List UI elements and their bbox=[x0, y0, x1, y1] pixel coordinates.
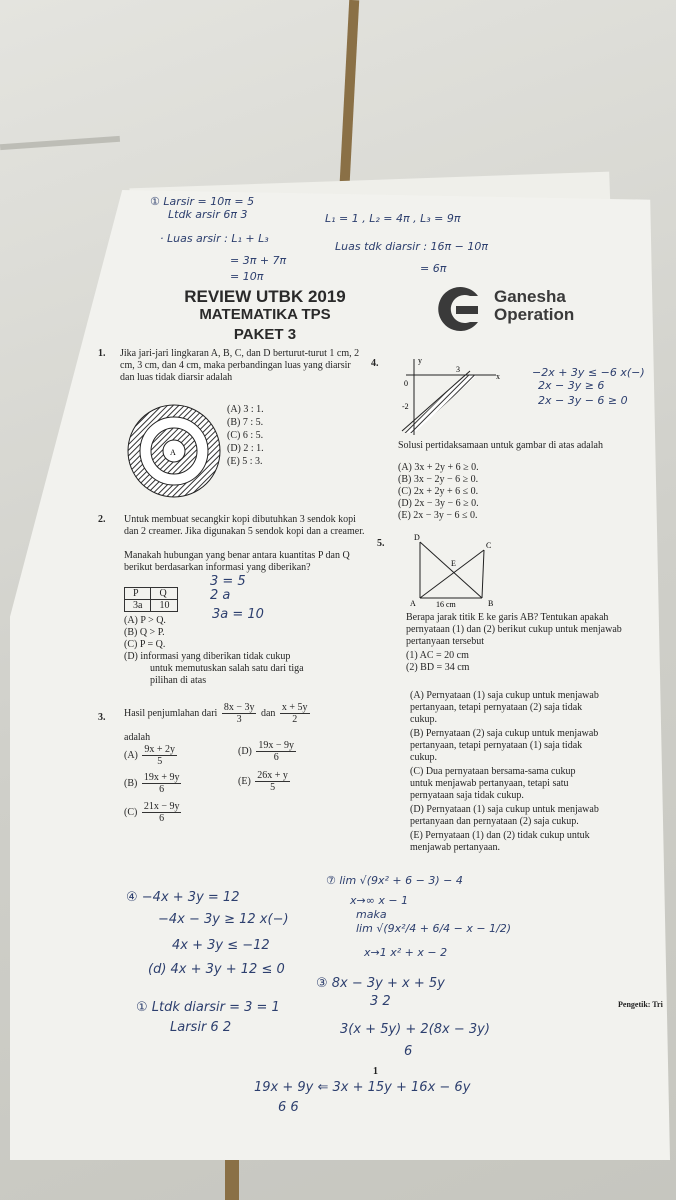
answer-option: (E) Pernyataan (1) dan (2) tidak cukup untuk bbox=[410, 830, 590, 841]
length-label: 16 cm bbox=[436, 600, 456, 609]
fraction-denominator: 5 bbox=[270, 782, 276, 793]
handwriting-note: · Luas arsir : L₁ + L₃ bbox=[160, 232, 269, 245]
answer-option: (D) Pernyataan (1) saja cukup untuk menjawab bbox=[410, 804, 599, 815]
question-text: Solusi pertidaksamaan untuk gambar di atas adalah bbox=[398, 440, 603, 451]
handwriting-note: 3 2 bbox=[370, 994, 391, 1009]
answer-option: pernyataan saja tidak cukup. bbox=[410, 790, 524, 801]
table-cell: 3a bbox=[125, 600, 151, 612]
answer-option: (C) Dua pernyataan bersama-sama cukup bbox=[410, 766, 576, 777]
answer-option bbox=[124, 744, 179, 767]
answer-option: (C) 6 : 5. bbox=[227, 430, 264, 441]
question-text: Manakah hubungan yang benar antara kuantitas P dan Q berikut berdasarkan informasi yang diberikan? bbox=[124, 550, 350, 573]
vertex-label: D bbox=[414, 533, 420, 542]
option-letter: (D) bbox=[238, 745, 252, 757]
concentric-circles-figure bbox=[124, 403, 224, 499]
handwriting-note: 2x − 3y ≥ 6 bbox=[538, 379, 605, 392]
question-text: Untuk membuat secangkir kopi dibutuhkan 3 sendok kopi dan 2 creamer. Jika digunakan 5 sendok kopi dan a creamer. bbox=[124, 514, 365, 537]
question-line bbox=[124, 702, 312, 725]
answer-option: untuk menjawab pertanyaan, tetapi satu bbox=[410, 778, 569, 789]
fraction-denominator: 6 bbox=[273, 752, 279, 763]
question-text: adalah bbox=[124, 732, 151, 743]
handwriting-note: 4x + 3y ≤ −12 bbox=[172, 938, 270, 953]
handwriting-note: (d) 4x + 3y + 12 ≤ 0 bbox=[148, 962, 285, 977]
answer-option bbox=[124, 801, 183, 824]
fraction-numerator: 21x − 9y bbox=[143, 801, 180, 812]
vertex-label: A bbox=[410, 599, 416, 608]
handwriting-note: Larsir 6 2 bbox=[170, 1020, 232, 1035]
table-cell: 10 bbox=[151, 600, 178, 612]
brand-name: Ganesha bbox=[494, 287, 566, 306]
intercept-label: 3 bbox=[456, 365, 460, 374]
question-number: 4. bbox=[371, 358, 379, 369]
handwriting-note: 19x + 9y ⇐ 3x + 15y + 16x − 6y bbox=[254, 1080, 471, 1095]
answer-option: (A) 3x + 2y + 6 ≥ 0. bbox=[398, 462, 479, 473]
pq-table bbox=[124, 587, 178, 612]
handwriting-note: 6 6 bbox=[278, 1100, 299, 1115]
fraction-denominator: 3 bbox=[236, 714, 242, 725]
handwriting-note: 3(x + 5y) + 2(8x − 3y) bbox=[340, 1022, 490, 1037]
vertex-label: E bbox=[451, 559, 456, 568]
handwriting-note: ③ 8x − 3y + x + 5y bbox=[316, 976, 445, 991]
table-cell: Q bbox=[151, 588, 178, 600]
table-cell: P bbox=[125, 588, 151, 600]
vertex-label: C bbox=[486, 541, 492, 550]
question-text: dan bbox=[260, 707, 276, 719]
exam-title: REVIEW UTBK 2019 bbox=[184, 287, 346, 306]
answer-option: pertanyaan, tetapi pernyataan (1) saja tidak bbox=[410, 740, 583, 751]
exam-package: PAKET 3 bbox=[233, 326, 297, 343]
question-number: 3. bbox=[98, 712, 106, 723]
answer-option: cukup. bbox=[410, 752, 437, 763]
handwriting-note: −4x − 3y ≥ 12 x(−) bbox=[158, 912, 289, 927]
answer-option bbox=[238, 770, 292, 793]
fraction-numerator: 19x + 9y bbox=[143, 772, 180, 783]
brand-name: Operation bbox=[494, 305, 575, 324]
handwriting-note: 3 = 5 bbox=[210, 574, 246, 589]
question-text: Hasil penjumlahan dari bbox=[124, 707, 218, 719]
fraction-numerator: 8x − 3y bbox=[223, 702, 255, 713]
handwriting-note: x→1 x² + x − 2 bbox=[364, 946, 448, 959]
handwriting-note: = 6π bbox=[420, 262, 447, 275]
question-number: 1. bbox=[98, 348, 106, 359]
exam-subject: MATEMATIKA TPS bbox=[199, 306, 331, 323]
answer-option: (A) 3 : 1. bbox=[227, 404, 264, 415]
answer-option: (B) 3x − 2y − 6 ≥ 0. bbox=[398, 474, 479, 485]
fraction-numerator: x + 5y bbox=[281, 702, 308, 713]
answer-option: cukup. bbox=[410, 714, 437, 725]
answer-option: (C) 2x + 2y + 6 ≤ 0. bbox=[398, 486, 479, 497]
answer-option: (E) 5 : 3. bbox=[227, 456, 263, 467]
fraction-numerator: 9x + 2y bbox=[144, 744, 176, 755]
option-letter: (A) bbox=[124, 749, 138, 761]
fraction-denominator: 2 bbox=[292, 714, 298, 725]
origin-label: 0 bbox=[404, 379, 408, 388]
handwriting-note: = 10π bbox=[230, 270, 264, 283]
floor-grout-line bbox=[225, 1160, 239, 1200]
fraction-denominator: 5 bbox=[157, 756, 163, 767]
question-text: Berapa jarak titik E ke garis AB? Tentukan apakah pernyataan (1) dan (2) berikut cukup untuk menjawab pertanyaan tersebut bbox=[406, 612, 622, 647]
option-letter: (E) bbox=[238, 775, 251, 787]
statement: (2) BD = 34 cm bbox=[406, 662, 470, 673]
handwriting-note: L₁ = 1 , L₂ = 4π , L₃ = 9π bbox=[325, 212, 461, 225]
handwriting-note: 2x − 3y − 6 ≥ 0 bbox=[538, 394, 628, 407]
answer-option: (E) 2x − 3y − 6 ≤ 0. bbox=[398, 510, 478, 521]
inequality-graph bbox=[392, 355, 502, 437]
question-number: 2. bbox=[98, 514, 106, 525]
answer-option: (B) Pernyataan (2) saja cukup untuk menjawab bbox=[410, 728, 599, 739]
handwriting-note: ① Larsir = 10π = 5 bbox=[150, 195, 255, 208]
answer-option: (D) informasi yang diberikan tidak cukup bbox=[124, 651, 291, 662]
statement: (1) AC = 20 cm bbox=[406, 650, 469, 661]
vertex-label: B bbox=[488, 599, 494, 608]
axis-label: y bbox=[418, 356, 422, 365]
answer-option: (B) Q > P. bbox=[124, 627, 165, 638]
handwriting-note: ① Ltdk diarsir = 3 = 1 bbox=[136, 1000, 280, 1015]
answer-option: (B) 7 : 5. bbox=[227, 417, 264, 428]
answer-option: (A) Pernyataan (1) saja cukup untuk menjawab bbox=[410, 690, 599, 701]
handwriting-note: −2x + 3y ≤ −6 x(−) bbox=[532, 366, 645, 379]
answer-option bbox=[238, 740, 298, 763]
answer-option: menjawab pertanyaan. bbox=[410, 842, 500, 853]
question-text: Jika jari-jari lingkaran A, B, C, dan D berturut-turut 1 cm, 2 cm, 3 cm, dan 4 cm, maka perbandingan luas yang diarsir dan luas tidak diarsir adalah bbox=[120, 348, 360, 383]
page-number: 1 bbox=[373, 1066, 378, 1077]
trapezoid-figure bbox=[408, 532, 498, 610]
answer-option: (D) 2 : 1. bbox=[227, 443, 264, 454]
handwriting-note: = 3π + 7π bbox=[230, 254, 287, 267]
handwriting-note: maka bbox=[356, 908, 387, 921]
handwriting-note: 6 bbox=[404, 1044, 413, 1059]
fraction-denominator: 6 bbox=[159, 813, 165, 824]
handwriting-note: Luas tdk diarsir : 16π − 10π bbox=[335, 240, 488, 253]
answer-option: (C) P = Q. bbox=[124, 639, 166, 650]
option-letter: (B) bbox=[124, 777, 138, 789]
handwriting-note: lim √(9x²/4 + 6/4 − x − 1/2) bbox=[356, 922, 512, 935]
answer-option: pilihan di atas bbox=[150, 675, 207, 686]
answer-option: (A) P > Q. bbox=[124, 615, 166, 626]
handwriting-note: ④ −4x + 3y = 12 bbox=[126, 890, 240, 905]
answer-option bbox=[124, 772, 183, 795]
answer-option: pertanyaan, tetapi pernyataan (2) saja tidak bbox=[410, 702, 583, 713]
answer-option: pertanyaan dan pernyataan (2) saja cukup. bbox=[410, 816, 579, 827]
option-letter: (C) bbox=[124, 806, 138, 818]
handwriting-note: ⑦ lim √(9x² + 6 − 3) − 4 bbox=[326, 874, 463, 887]
fraction-denominator: 6 bbox=[159, 784, 165, 795]
fraction-numerator: 19x − 9y bbox=[258, 740, 295, 751]
answer-option: (D) 2x − 3y − 6 ≥ 0. bbox=[398, 498, 479, 509]
fraction-numerator: 26x + y bbox=[257, 770, 288, 781]
question-number: 5. bbox=[377, 538, 385, 549]
handwriting-note: 3a = 10 bbox=[212, 607, 264, 622]
axis-label: x bbox=[496, 372, 500, 381]
ganesha-logo bbox=[428, 282, 486, 336]
handwriting-note: Ltdk arsir 6π 3 bbox=[168, 208, 248, 221]
typist-credit: Pengetik: Tri bbox=[618, 1000, 663, 1009]
answer-option: untuk memutuskan salah satu dari tiga bbox=[150, 663, 304, 674]
handwriting-note: 2 a bbox=[210, 588, 231, 603]
handwriting-note: x→∞ x − 1 bbox=[350, 894, 409, 907]
intercept-label: -2 bbox=[402, 402, 409, 411]
svg-text:A: A bbox=[170, 448, 176, 457]
